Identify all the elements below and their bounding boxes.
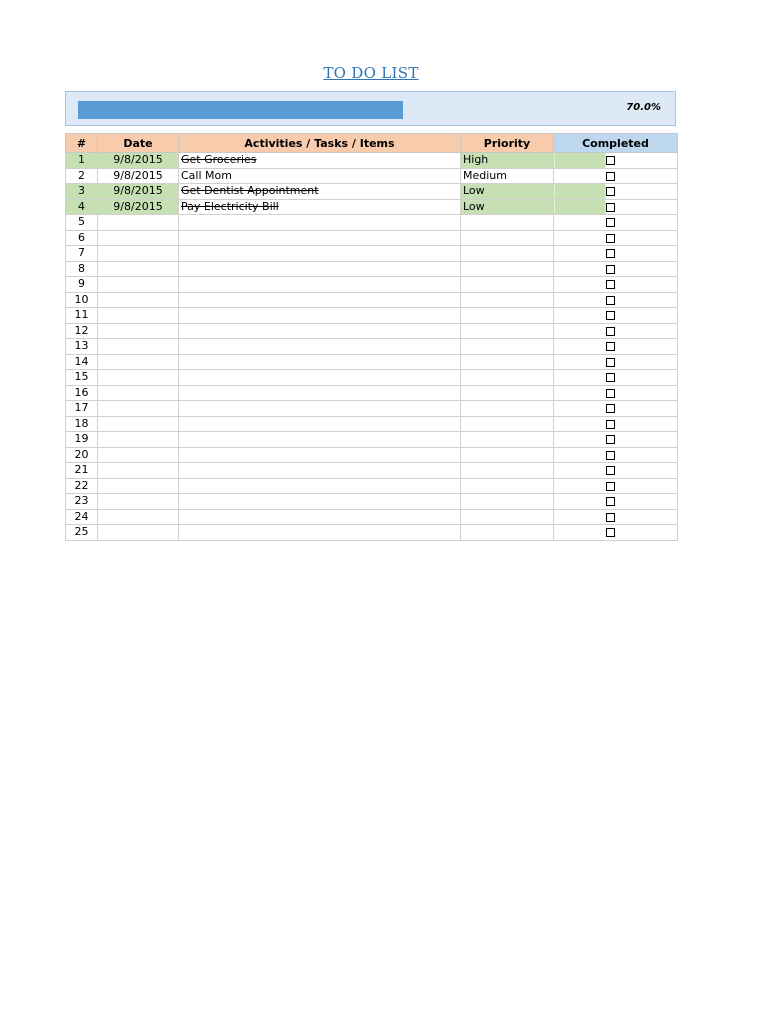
table-row bbox=[66, 478, 678, 494]
row-completed bbox=[554, 525, 678, 541]
row-completed bbox=[554, 323, 678, 339]
row-number: 5 bbox=[66, 215, 98, 231]
table-row bbox=[66, 292, 678, 308]
progress-percent: 70.0% bbox=[626, 102, 661, 113]
completed-checkbox[interactable] bbox=[606, 528, 615, 537]
row-number: 11 bbox=[66, 308, 98, 324]
table-row bbox=[66, 447, 678, 463]
completed-checkbox[interactable] bbox=[606, 311, 615, 320]
row-task[interactable] bbox=[179, 401, 461, 417]
table-row bbox=[66, 153, 678, 169]
row-number: 17 bbox=[66, 401, 98, 417]
progress-panel bbox=[65, 91, 676, 126]
row-date[interactable] bbox=[98, 292, 179, 308]
row-priority[interactable]: Low bbox=[461, 199, 554, 215]
progress-bar-fill bbox=[78, 101, 403, 119]
row-number: 1 bbox=[66, 153, 98, 169]
row-date[interactable] bbox=[98, 215, 179, 231]
completed-checkbox[interactable] bbox=[606, 156, 615, 165]
row-priority[interactable] bbox=[461, 401, 554, 417]
row-task[interactable] bbox=[179, 463, 461, 479]
completed-checkbox[interactable] bbox=[606, 482, 615, 491]
completed-checkbox[interactable] bbox=[606, 497, 615, 506]
row-number: 4 bbox=[66, 199, 98, 215]
row-priority[interactable] bbox=[461, 432, 554, 448]
table-row bbox=[66, 525, 678, 541]
row-completed bbox=[554, 246, 678, 262]
row-priority[interactable] bbox=[461, 509, 554, 525]
row-completed bbox=[554, 494, 678, 510]
table-row bbox=[66, 401, 678, 417]
header-activity: Activities / Tasks / Items bbox=[179, 134, 461, 153]
completed-checkbox[interactable] bbox=[606, 342, 615, 351]
table-row bbox=[66, 354, 678, 370]
completed-checkbox[interactable] bbox=[606, 203, 615, 212]
row-task[interactable] bbox=[179, 230, 461, 246]
completed-checkbox[interactable] bbox=[606, 435, 615, 444]
table-row bbox=[66, 370, 678, 386]
completed-checkbox[interactable] bbox=[606, 327, 615, 336]
table-row bbox=[66, 308, 678, 324]
row-completed bbox=[554, 230, 678, 246]
row-priority[interactable] bbox=[461, 215, 554, 231]
row-completed bbox=[554, 354, 678, 370]
row-task[interactable]: Pay Electricity Bill bbox=[179, 199, 461, 215]
row-priority[interactable] bbox=[461, 246, 554, 262]
row-task[interactable] bbox=[179, 385, 461, 401]
header-completed: Completed bbox=[554, 134, 678, 153]
row-date[interactable] bbox=[98, 230, 179, 246]
completed-checkbox[interactable] bbox=[606, 404, 615, 413]
table-row bbox=[66, 509, 678, 525]
row-task[interactable] bbox=[179, 509, 461, 525]
row-priority[interactable] bbox=[461, 494, 554, 510]
table-row bbox=[66, 261, 678, 277]
row-priority[interactable]: High bbox=[461, 153, 554, 169]
row-task[interactable] bbox=[179, 261, 461, 277]
row-completed bbox=[554, 292, 678, 308]
row-number: 23 bbox=[66, 494, 98, 510]
row-date[interactable]: 9/8/2015 bbox=[98, 199, 179, 215]
row-number: 10 bbox=[66, 292, 98, 308]
row-date[interactable] bbox=[98, 525, 179, 541]
row-date[interactable]: 9/8/2015 bbox=[98, 153, 179, 169]
row-date[interactable] bbox=[98, 509, 179, 525]
row-date[interactable] bbox=[98, 308, 179, 324]
row-priority[interactable] bbox=[461, 308, 554, 324]
row-task[interactable] bbox=[179, 292, 461, 308]
row-task[interactable] bbox=[179, 478, 461, 494]
row-completed bbox=[554, 509, 678, 525]
row-completed bbox=[554, 184, 678, 200]
row-date[interactable] bbox=[98, 463, 179, 479]
row-date[interactable] bbox=[98, 416, 179, 432]
completed-checkbox[interactable] bbox=[606, 234, 615, 243]
table-row bbox=[66, 199, 678, 215]
row-date[interactable] bbox=[98, 323, 179, 339]
row-number: 20 bbox=[66, 447, 98, 463]
row-number: 3 bbox=[66, 184, 98, 200]
row-completed bbox=[554, 261, 678, 277]
completed-checkbox[interactable] bbox=[606, 296, 615, 305]
row-task[interactable]: Get Groceries bbox=[179, 153, 461, 169]
row-completed bbox=[554, 463, 678, 479]
completed-checkbox[interactable] bbox=[606, 187, 615, 196]
row-priority[interactable]: Medium bbox=[461, 168, 554, 184]
header-date: Date bbox=[98, 134, 179, 153]
row-priority[interactable] bbox=[461, 354, 554, 370]
row-completed bbox=[554, 339, 678, 355]
row-priority[interactable] bbox=[461, 277, 554, 293]
row-completed bbox=[554, 308, 678, 324]
row-completed bbox=[554, 370, 678, 386]
row-completed bbox=[554, 401, 678, 417]
table-row bbox=[66, 277, 678, 293]
table-row bbox=[66, 432, 678, 448]
row-date[interactable] bbox=[98, 401, 179, 417]
completed-checkbox[interactable] bbox=[606, 280, 615, 289]
row-completed bbox=[554, 277, 678, 293]
row-date[interactable] bbox=[98, 478, 179, 494]
table-row bbox=[66, 246, 678, 262]
row-task[interactable] bbox=[179, 339, 461, 355]
row-task[interactable] bbox=[179, 277, 461, 293]
row-completed bbox=[554, 432, 678, 448]
completed-checkbox[interactable] bbox=[606, 265, 615, 274]
row-number: 8 bbox=[66, 261, 98, 277]
completed-checkbox[interactable] bbox=[606, 513, 615, 522]
row-task[interactable]: Call Mom bbox=[179, 168, 461, 184]
row-number: 6 bbox=[66, 230, 98, 246]
row-date[interactable] bbox=[98, 277, 179, 293]
row-priority[interactable] bbox=[461, 478, 554, 494]
row-completed bbox=[554, 478, 678, 494]
todo-table bbox=[65, 133, 678, 541]
table-row bbox=[66, 416, 678, 432]
table-row bbox=[66, 230, 678, 246]
row-date[interactable]: 9/8/2015 bbox=[98, 184, 179, 200]
table-row bbox=[66, 184, 678, 200]
completed-checkbox[interactable] bbox=[606, 249, 615, 258]
completed-checkbox[interactable] bbox=[606, 218, 615, 227]
table-row bbox=[66, 168, 678, 184]
row-number: 19 bbox=[66, 432, 98, 448]
row-task[interactable] bbox=[179, 370, 461, 386]
row-priority[interactable] bbox=[461, 416, 554, 432]
row-task[interactable] bbox=[179, 416, 461, 432]
row-number: 12 bbox=[66, 323, 98, 339]
completed-checkbox[interactable] bbox=[606, 389, 615, 398]
row-number: 14 bbox=[66, 354, 98, 370]
row-priority[interactable] bbox=[461, 385, 554, 401]
completed-checkbox[interactable] bbox=[606, 466, 615, 475]
row-number: 22 bbox=[66, 478, 98, 494]
row-completed bbox=[554, 385, 678, 401]
header-number: # bbox=[66, 134, 98, 153]
row-completed bbox=[554, 153, 678, 169]
row-date[interactable] bbox=[98, 339, 179, 355]
row-number: 13 bbox=[66, 339, 98, 355]
row-task[interactable] bbox=[179, 215, 461, 231]
row-task[interactable] bbox=[179, 432, 461, 448]
row-date[interactable] bbox=[98, 494, 179, 510]
row-date[interactable] bbox=[98, 261, 179, 277]
row-number: 25 bbox=[66, 525, 98, 541]
row-task[interactable] bbox=[179, 447, 461, 463]
row-date[interactable] bbox=[98, 432, 179, 448]
row-number: 21 bbox=[66, 463, 98, 479]
row-completed bbox=[554, 168, 678, 184]
row-completed bbox=[554, 199, 678, 215]
row-number: 24 bbox=[66, 509, 98, 525]
row-priority[interactable] bbox=[461, 370, 554, 386]
completed-checkbox[interactable] bbox=[606, 358, 615, 367]
row-number: 15 bbox=[66, 370, 98, 386]
row-priority[interactable] bbox=[461, 339, 554, 355]
row-number: 2 bbox=[66, 168, 98, 184]
row-task[interactable] bbox=[179, 323, 461, 339]
table-row bbox=[66, 494, 678, 510]
row-number: 9 bbox=[66, 277, 98, 293]
row-number: 7 bbox=[66, 246, 98, 262]
completed-checkbox[interactable] bbox=[606, 451, 615, 460]
row-priority[interactable] bbox=[461, 463, 554, 479]
row-number: 16 bbox=[66, 385, 98, 401]
row-date[interactable] bbox=[98, 370, 179, 386]
row-task[interactable]: Get Dentist Appointment bbox=[179, 184, 461, 200]
row-number: 18 bbox=[66, 416, 98, 432]
completed-checkbox[interactable] bbox=[606, 373, 615, 382]
table-row bbox=[66, 463, 678, 479]
row-priority[interactable] bbox=[461, 261, 554, 277]
row-date[interactable] bbox=[98, 354, 179, 370]
table-row bbox=[66, 339, 678, 355]
table-row bbox=[66, 215, 678, 231]
row-priority[interactable] bbox=[461, 447, 554, 463]
row-task[interactable] bbox=[179, 354, 461, 370]
row-priority[interactable]: Low bbox=[461, 184, 554, 200]
row-priority[interactable] bbox=[461, 525, 554, 541]
row-completed bbox=[554, 215, 678, 231]
page-title: TO DO LIST bbox=[323, 64, 419, 82]
completed-checkbox[interactable] bbox=[606, 420, 615, 429]
row-completed bbox=[554, 447, 678, 463]
progress-bar bbox=[78, 101, 542, 119]
row-task[interactable] bbox=[179, 246, 461, 262]
row-priority[interactable] bbox=[461, 230, 554, 246]
completed-checkbox[interactable] bbox=[606, 172, 615, 181]
row-task[interactable] bbox=[179, 494, 461, 510]
row-date[interactable] bbox=[98, 385, 179, 401]
table-header-row bbox=[66, 134, 678, 153]
row-task[interactable] bbox=[179, 525, 461, 541]
row-priority[interactable] bbox=[461, 323, 554, 339]
table-row bbox=[66, 385, 678, 401]
row-priority[interactable] bbox=[461, 292, 554, 308]
table-row bbox=[66, 323, 678, 339]
row-task[interactable] bbox=[179, 308, 461, 324]
row-date[interactable]: 9/8/2015 bbox=[98, 168, 179, 184]
row-date[interactable] bbox=[98, 246, 179, 262]
row-completed bbox=[554, 416, 678, 432]
row-date[interactable] bbox=[98, 447, 179, 463]
header-priority: Priority bbox=[461, 134, 554, 153]
